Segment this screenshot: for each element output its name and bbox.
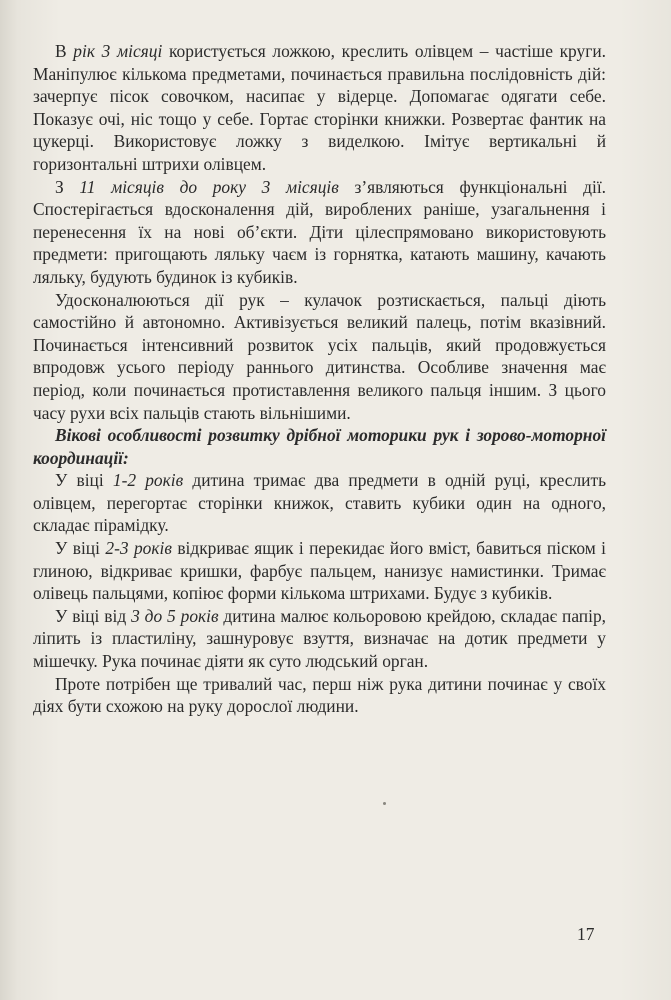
paragraph [33, 176, 606, 289]
italic-phrase: рік 3 місяці [73, 41, 163, 61]
italic-phrase: 3 до 5 років [131, 605, 219, 626]
paragraph [33, 673, 606, 718]
paragraph [33, 537, 606, 605]
paragraph [33, 605, 606, 673]
section-heading [33, 424, 606, 469]
text-run: У віці від [55, 605, 132, 626]
text-run: дитина тримає два предмети в одній руці, креслить олівцем, перегортає сторінки книжок, ставить кубики один на одного, складає пірамідку. [33, 470, 606, 536]
text-run: відкриває ящик і перекидає його вміст, бавиться піском і глиною, відкриває кришки, фарбує пальцем, нанизує намистинки. Тримає олівець пальцями, копіює форми кількома штрихами. Будує з кубиків. [33, 538, 606, 604]
text-run: З [55, 176, 80, 197]
page-text-body [33, 40, 606, 718]
italic-phrase: 1-2 років [112, 470, 184, 491]
paragraph [33, 40, 606, 176]
text-run: Вікові особливості розвитку дрібної моторики рук і зорово-моторної координації: [33, 425, 606, 468]
text-run: В [55, 41, 74, 61]
text-run: У віці [55, 470, 113, 491]
paper-speck [383, 802, 386, 805]
text-run: дитина малює кольоровою крейдою, складає папір, ліпить із пластиліну, зашнуровує взуття, визначає на дотик предмети у мішечку. Рука починає діяти як суто людський орган. [33, 605, 606, 672]
paragraph [33, 469, 606, 537]
text-run: користується ложкою, креслить олівцем – частіше круги. Маніпулює кількома предметами, починається правильна послідовність дій: зачерпує пісок совочком, насипає у відерце. Допомагає одягати себе. Показує очі, ніс тощо у себе. Гортає сторінки книжки. Розвертає фантик на цукерці. Використовує ложку з виделкою. Імітує вертикальні й горизонтальні штрихи олівцем. [33, 41, 606, 174]
italic-phrase: 11 місяців до року 3 місяців [79, 176, 339, 197]
italic-phrase: 2-3 років [105, 538, 172, 559]
text-run: У віці [55, 538, 106, 559]
page-number: 17 [577, 924, 595, 944]
paragraph [33, 289, 606, 425]
text-run: Проте потрібен ще тривалий час, перш ніж рука дитини починає у своїх діях бути схожою на руку дорослої людини. [33, 673, 606, 717]
text-run: Удосконалюються дії рук – кулачок розтискається, пальці діють самостійно й автономно. Активізується великий палець, потім вказівний. Починається інтенсивний розвиток усіх пальців, який продовжується впродовж усього періоду раннього дитинства. Особливе значення має період, коли починається протиставлення великого пальця іншим. З цього часу рухи всіх пальців стають вільнішими. [33, 289, 606, 423]
text-run: з’являються функціональні дії. Спостерігається вдосконалення дій, вироблених раніше, узагальнення і перенесення їх на нові об’єкти. Діти цілеспрямовано використовують предмети: пригощають ляльку чаєм із горнятка, катають машину, качають ляльку, будують будинок із кубиків. [33, 176, 607, 287]
